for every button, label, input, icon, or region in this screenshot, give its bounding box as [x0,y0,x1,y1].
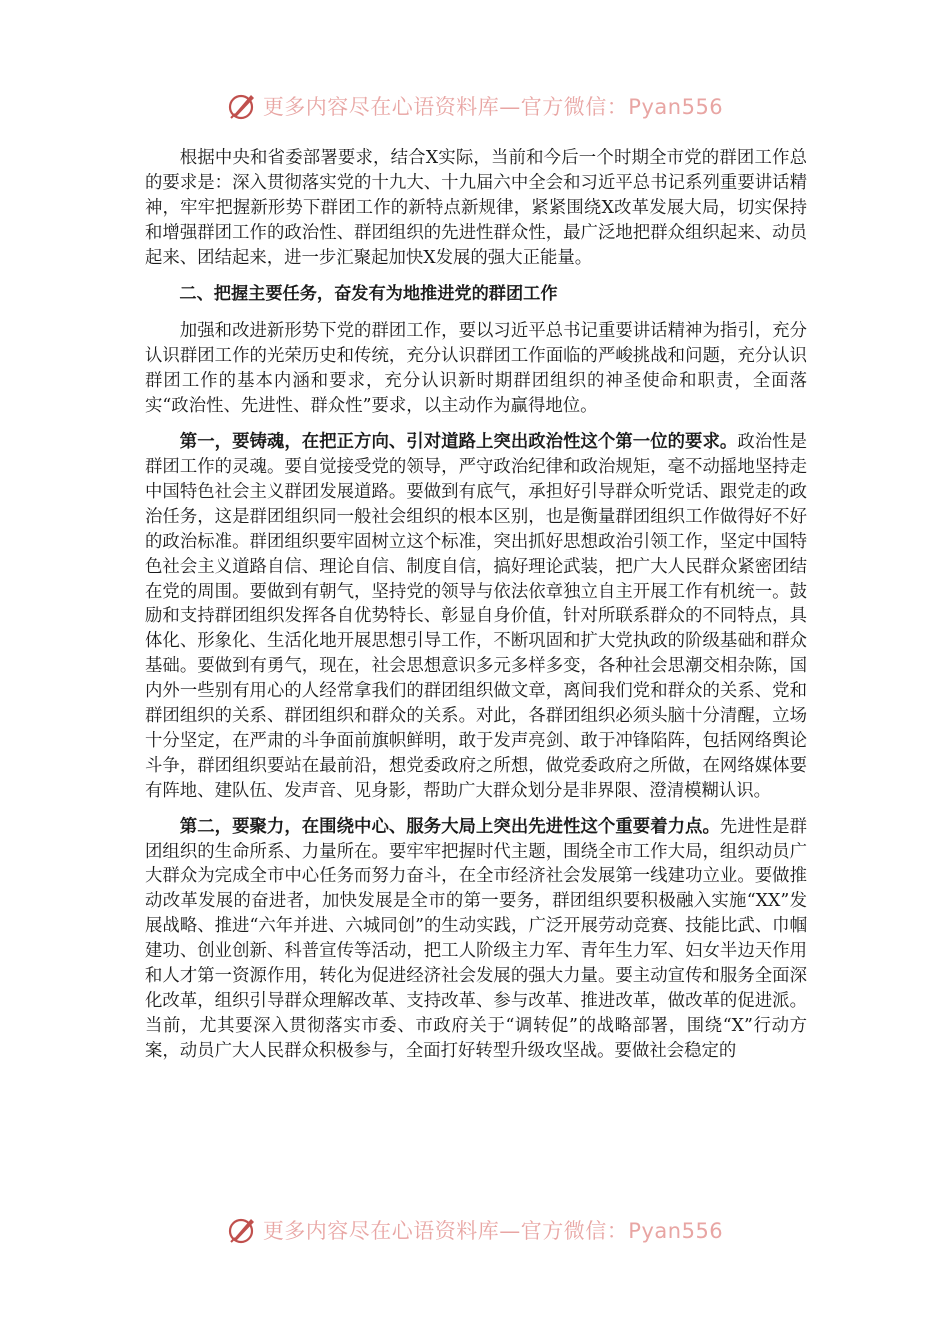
paragraph-requirements: 根据中央和省委部署要求，结合X实际，当前和今后一个时期全市党的群团工作总的要求是：深入贯彻落实党的十九大、十九届六中全会和习近平总书记系列重要讲话精神，牢牢把握新形势下群团工作的新特点新规律，紧紧围绕X改革发展大局，切实保持和增强群团工作的政治性、群团组织的先进性群众性，最广泛地把群众组织起来、动员起来、团结起来，进一步汇聚起加快X发展的强大正能量。 [145,148,807,268]
watermark-text: 更多内容尽在心语资料库—官方微信：Pyan556 [262,1219,724,1243]
header-watermark [0,86,950,126]
section-heading: 二、把握主要任务，奋发有为地推进党的群团工作 [179,283,558,304]
footer-watermark [0,1210,950,1250]
document-body [145,146,807,1075]
paragraph-first-body: 政治性是群团工作的灵魂。要自觉接受党的领导，严守政治纪律和政治规矩，毫不动摇地坚持走中国特色社会主义群团发展道路。要做到有底气，承担好引导群众听党话、跟党走的政治任务，这是群团组织同一般社会组织的根本区别，也是衡量群团组织工作做得好不好的政治标准。群团组织要牢固树立这个标准，突出抓好思想政治引领工作，坚定中国特色社会主义道路自信、理论自信、制度自信，搞好理论武装，把广大人民群众紧密团结在党的周围。要做到有朝气，坚持党的领导与依法依章独立自主开展工作有机统一。鼓励和支持群团组织发挥各自优势特长、彰显自身价值，针对所联系群众的不同特点，具体化、形象化、生活化地开展思想引导工作，不断巩固和扩大党执政的阶级基础和群众基础。要做到有勇气，现在，社会思想意识多元多样多变，各种社会思潮交相杂陈，国内外一些别有用心的人经常拿我们的群团组织做文章，离间我们党和群众的关系、党和群团组织的关系、群团组织和群众的关系。对此，各群团组织必须头脑十分清醒，立场十分坚定，在严肃的斗争面前旗帜鲜明，敢于发声亮剑、敢于冲锋陷阵，包括网络舆论斗争，群团组织要站在最前沿，想党委政府之所想，做党委政府之所做，在网络媒体要有阵地、建队伍、发声音、见身影，帮助广大群众划分是非界限、澄清模糊认识。 [145,432,807,801]
paragraph-second [145,815,807,1064]
paragraph-first-lead: 第一，要铸魂，在把正方向、引对道路上突出政治性这个第一位的要求。 [179,432,738,453]
paragraph-intro: 加强和改进新形势下党的群团工作，要以习近平总书记重要讲话精神为指引，充分认识群团工作的光荣历史和传统，充分认识群团工作面临的严峻挑战和问题，充分认识群团工作的基本内涵和要求，充分认识新时期群团组织的神圣使命和职责，全面落实“政治性、先进性、群众性”要求，以主动作为赢得地位。 [145,321,807,417]
watermark-text: 更多内容尽在心语资料库—官方微信：Pyan556 [262,95,724,119]
quill-pen-icon [227,91,257,121]
paragraph-first [145,430,807,804]
paragraph-second-lead: 第二，要聚力，在围绕中心、服务大局上突出先进性这个重要着力点。 [179,816,720,837]
paragraph-second-body: 先进性是群团组织的生命所系、力量所在。要牢牢把握时代主题，围绕全市工作大局，组织动员广大群众为完成全市中心任务而努力奋斗，在全市经济社会发展第一线建功立业。要做推动改革发展的奋进者，加快发展是全市的第一要务，群团组织要积极融入实施“XX”发展战略、推进“六年并进、六城同创”的生动实践，广泛开展劳动竞赛、技能比武、巾帼建功、创业创新、科普宣传等活动，把工人阶级主力军、青年生力军、妇女半边天作用和人才第一资源作用，转化为促进经济社会发展的强大力量。要主动宣传和服务全面深化改革，组织引导群众理解改革、支持改革、参与改革、推进改革，做改革的促进派。当前，尤其要深入贯彻落实市委、市政府关于“调转促”的战略部署，围绕“X”行动方案，动员广大人民群众积极参与，全面打好转型升级攻坚战。要做社会稳定的 [145,816,807,1061]
quill-pen-icon [227,1215,257,1245]
